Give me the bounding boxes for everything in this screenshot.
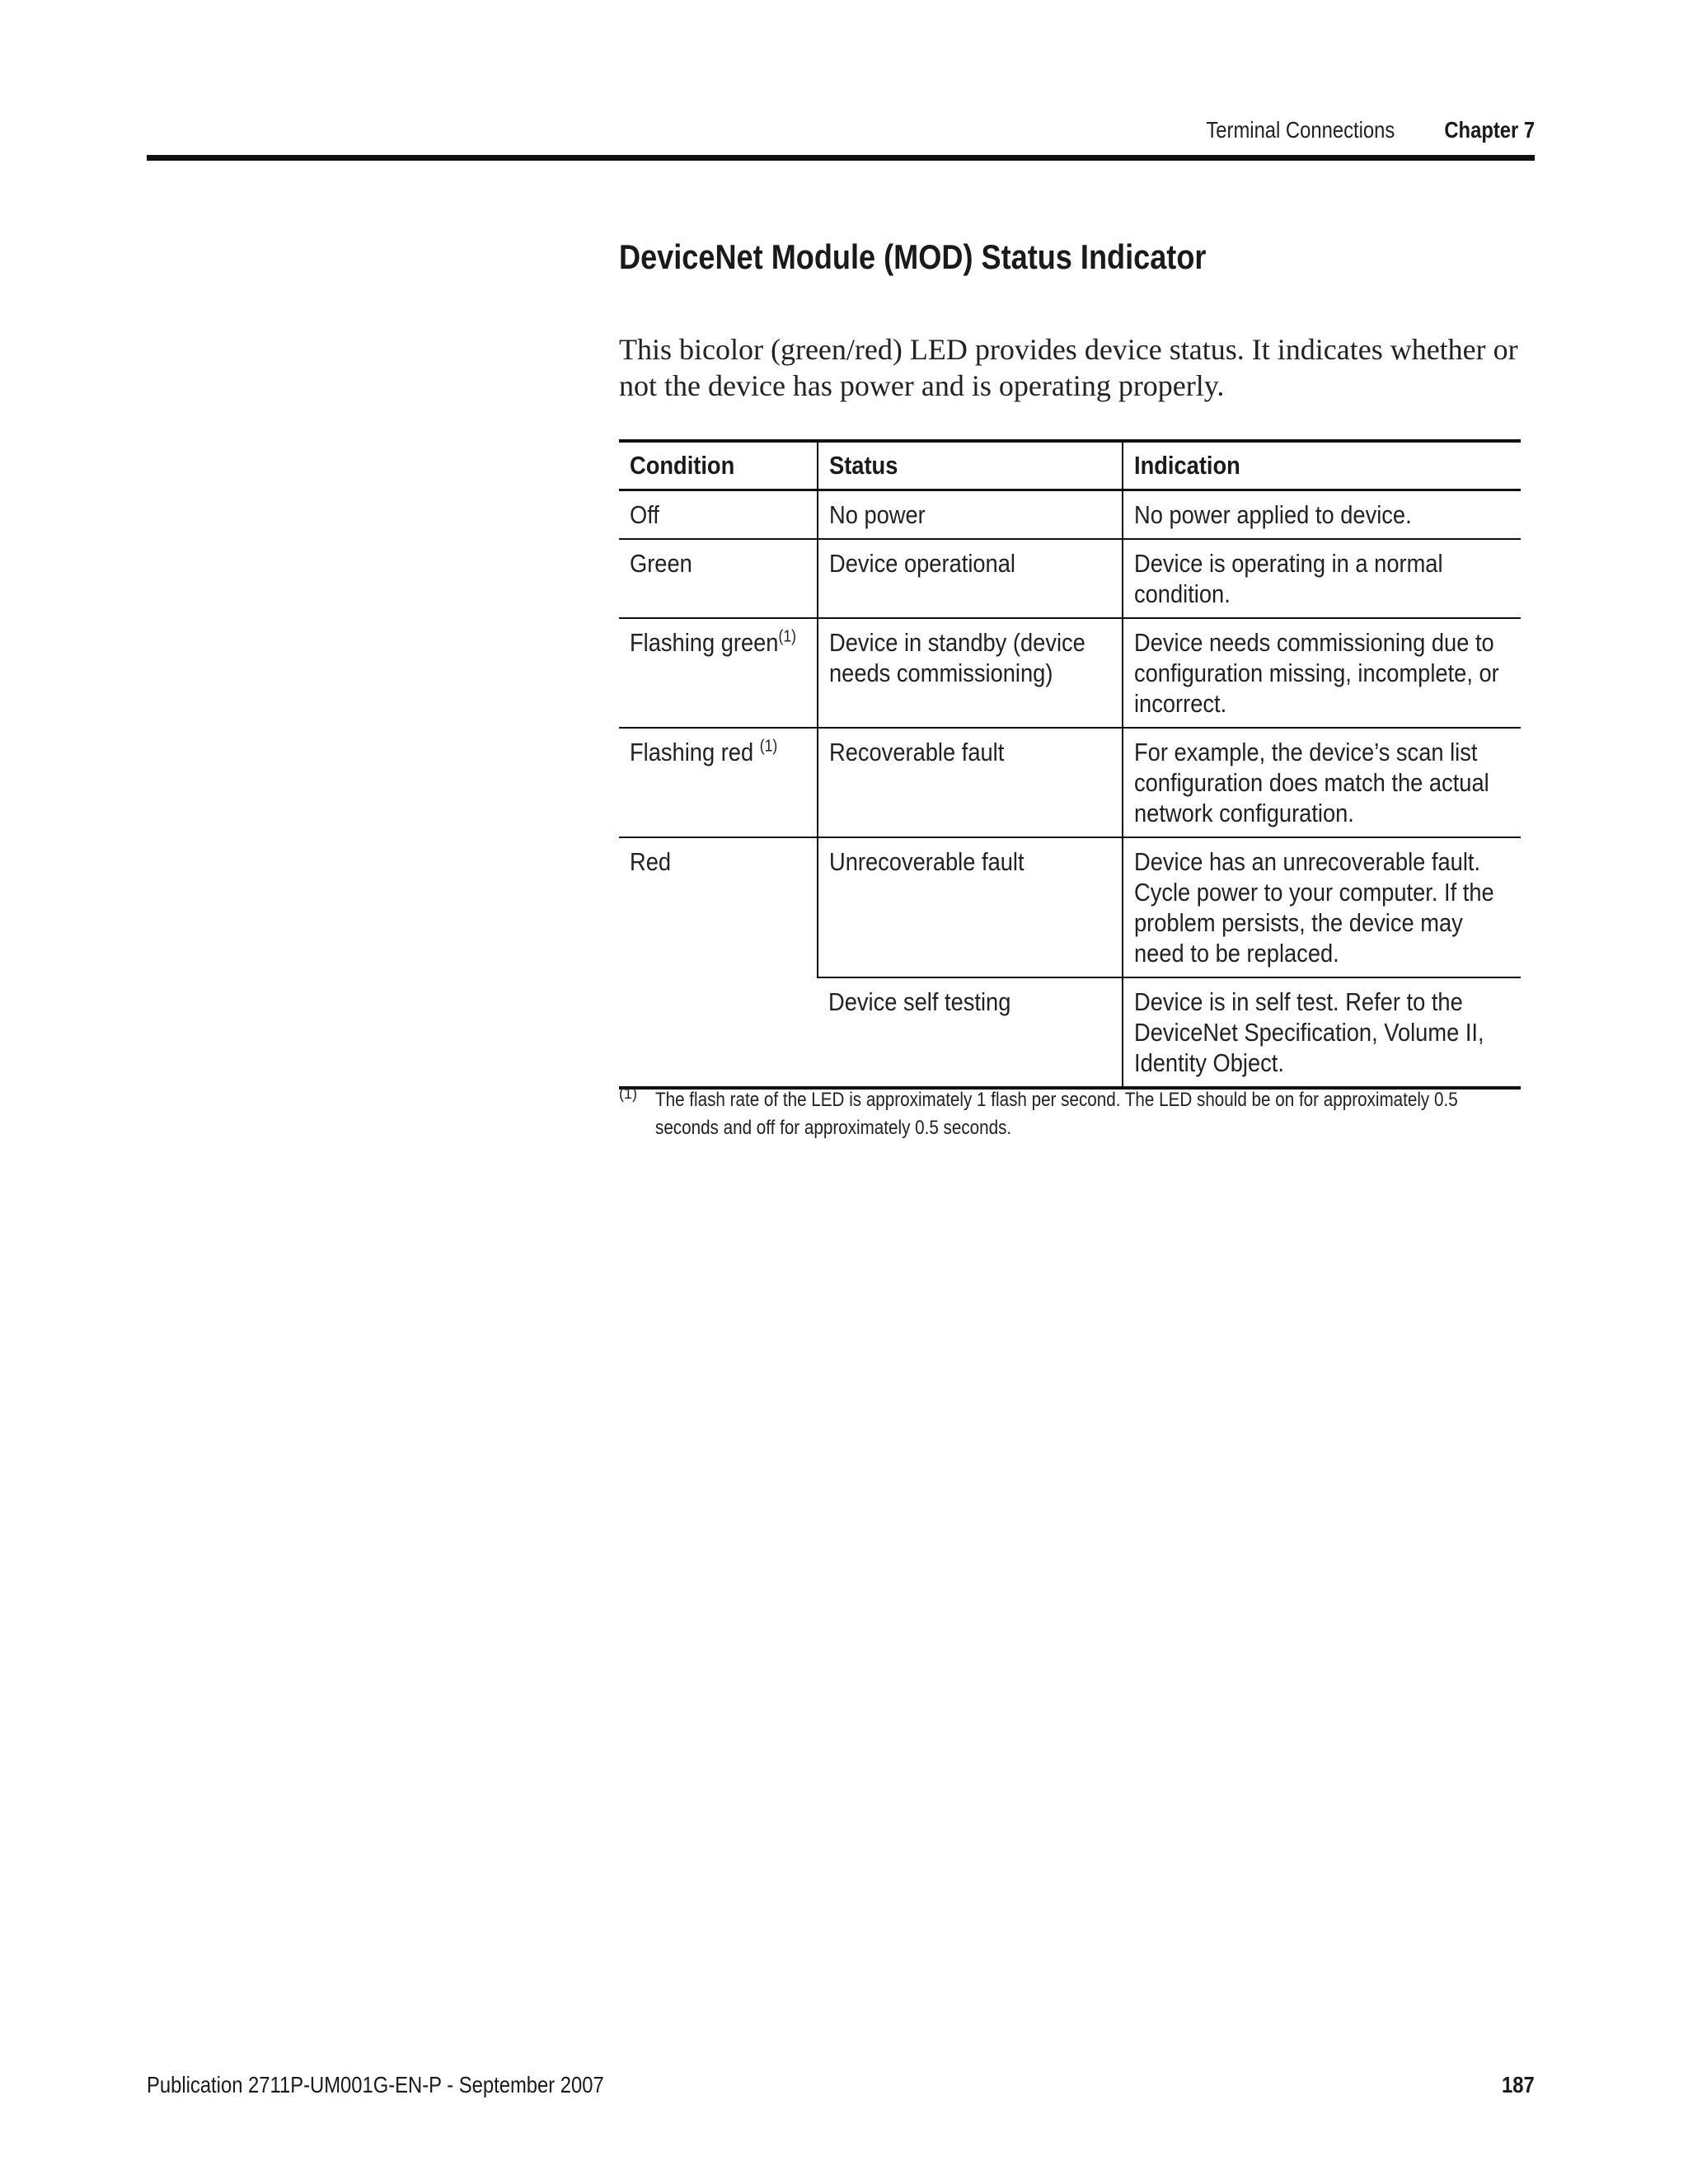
condition-cell: Flashing green$^{(1)}$ (630, 627, 796, 657)
status-cell: Recoverable fault (818, 728, 1123, 837)
header-rule (147, 155, 1535, 161)
header-status: Status (818, 441, 1123, 490)
table-row (619, 837, 1521, 977)
table-row (619, 490, 1521, 540)
status-cell: Device self testing (828, 987, 1011, 1016)
running-header (147, 114, 1535, 147)
table-row (619, 618, 1521, 728)
status-cell: Device in standby (device needs commissioning) (818, 618, 1123, 728)
indication-cell: Device is operating in a normal condition. (1123, 539, 1521, 618)
condition-cell: Flashing red $^{(1)}$ (630, 737, 778, 766)
section-title: DeviceNet Module (MOD) Status Indicator (619, 237, 1207, 276)
indication-cell: Device is in self test. Refer to the DeviceNet Specification, Volume II, Identity Object. (1123, 977, 1521, 1088)
table-row (619, 539, 1521, 618)
status-cell: Unrecoverable fault (818, 837, 1123, 977)
footnote-text: The flash rate of the LED is approximately 1 flash per second. The LED should be on for approximately 0.5 seconds and off for approximately 0.5 seconds. (655, 1089, 1458, 1139)
intro-paragraph: This bicolor (green/red) LED provides device status. It indicates whether or not the device has power and is operating properly. (619, 333, 1518, 402)
publication-info: Publication 2711P-UM001G-EN-P - September 2007 (147, 2072, 604, 2097)
header-section-title: Terminal Connections (1206, 117, 1395, 143)
indication-cell: Device needs commissioning due to configuration missing, incomplete, or incorrect. (1123, 618, 1521, 728)
indication-cell: For example, the device’s scan list configuration does match the actual network configuration. (1123, 728, 1521, 837)
condition-cell: Green (630, 549, 692, 578)
condition-cell: Red (619, 837, 818, 1088)
status-cell: Device operational (818, 539, 1123, 618)
header-chapter-label: Chapter 7 (1444, 117, 1535, 143)
mod-status-table (619, 439, 1521, 1090)
table-header-row (619, 441, 1521, 490)
footnote-reference: (1) (778, 627, 796, 646)
condition-cell: Off (630, 500, 659, 529)
indication-cell: No power applied to device. (1123, 490, 1521, 540)
table-footnote (619, 1086, 1526, 1142)
indication-cell: Device has an unrecoverable fault. Cycle power to your computer. If the problem persists, the device may need to be replaced. (1123, 837, 1521, 977)
status-cell: No power (818, 490, 1123, 540)
footnote-mark: (1) (619, 1085, 637, 1102)
header-indication: Indication (1123, 441, 1521, 490)
page-number: 187 (1502, 2072, 1535, 2097)
header-condition: Condition (630, 451, 735, 480)
table-row (619, 728, 1521, 837)
footnote-reference: (1) (759, 737, 778, 756)
